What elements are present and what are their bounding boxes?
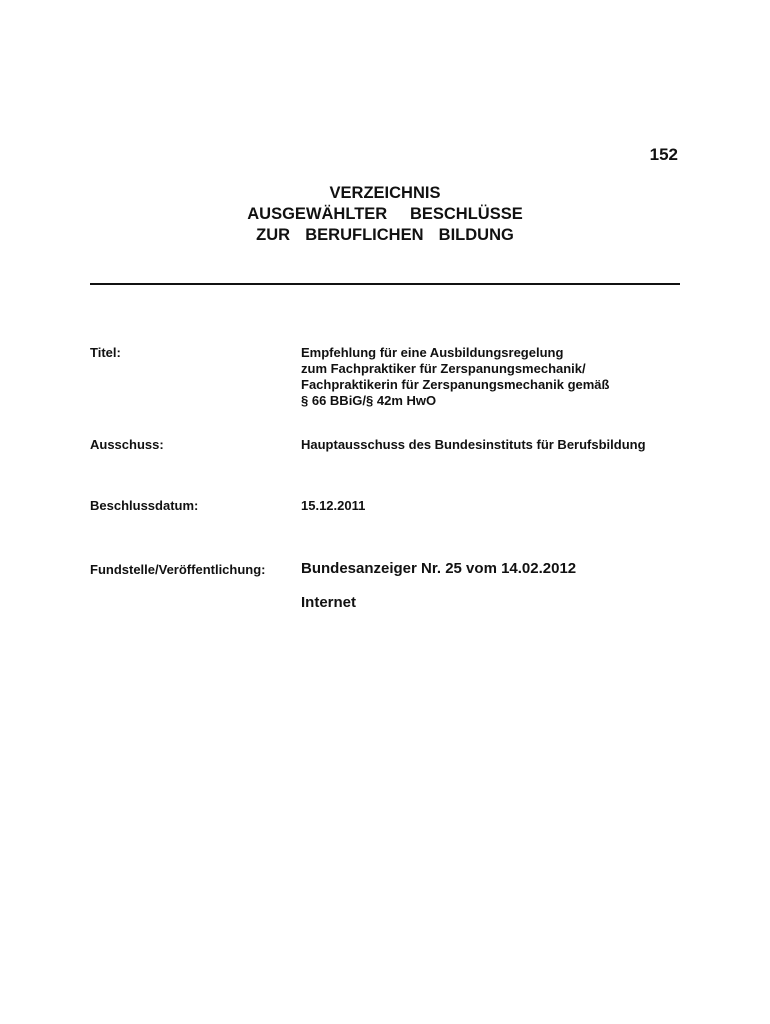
titel-line-3: Fachpraktikerin für Zerspanungsmechanik gemäß <box>301 377 610 392</box>
titel-value <box>301 345 609 409</box>
horizontal-divider <box>90 283 680 285</box>
heading-line-2: AUSGEWÄHLTER BESCHLÜSSE <box>247 205 523 223</box>
fundstelle-label: Fundstelle/Veröffentlichung: <box>90 562 266 577</box>
beschlussdatum-label: Beschlussdatum: <box>90 498 199 513</box>
titel-line-1: Empfehlung für eine Ausbildungsregelung <box>301 345 564 360</box>
titel-line-2: zum Fachpraktiker für Zerspanungsmechanik/ <box>301 361 586 376</box>
beschlussdatum-value: 15.12.2011 <box>301 498 366 513</box>
heading-line-1: VERZEICHNIS <box>329 184 441 202</box>
ausschuss-label: Ausschuss: <box>90 437 164 452</box>
ausschuss-value: Hauptausschuss des Bundesinstituts für Berufsbildung <box>301 437 646 452</box>
titel-line-4: § 66 BBiG/§ 42m HwO <box>301 393 437 408</box>
heading-line-3: ZUR BERUFLICHEN BILDUNG <box>256 226 514 244</box>
titel-label: Titel: <box>90 345 121 360</box>
fundstelle-value: Bundesanzeiger Nr. 25 vom 14.02.2012 <box>301 560 577 577</box>
document-heading <box>0 183 770 246</box>
fundstelle-value-internet: Internet <box>301 594 357 611</box>
page-number: 152 <box>649 145 678 164</box>
